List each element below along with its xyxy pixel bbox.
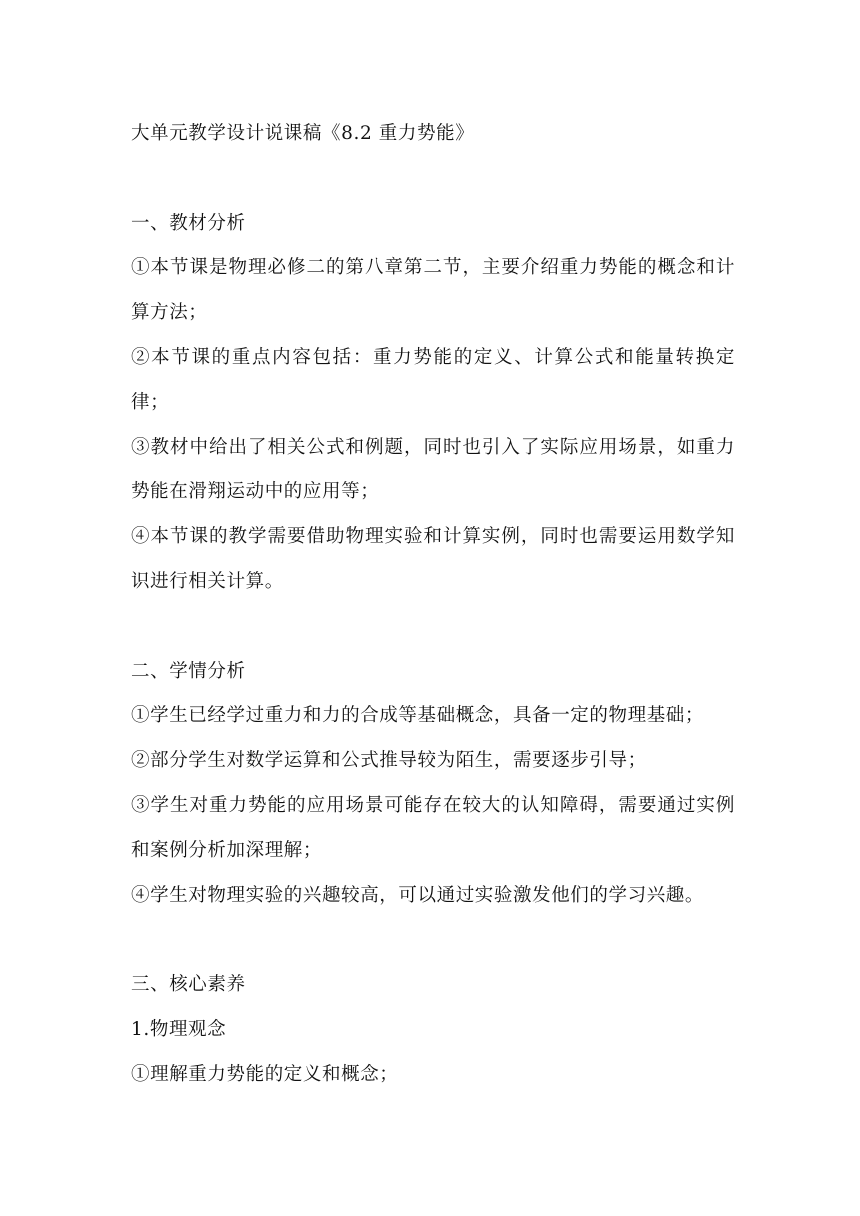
section-heading-student-analysis: 二、学情分析 [131,660,246,682]
list-item: ①学生已经学过重力和力的合成等基础概念，具备一定的物理基础； [131,705,705,727]
list-item: ③教材中给出了相关公式和例题，同时也引入了实际应用场景，如重力势能在滑翔运动中的应用等； [131,436,735,503]
list-item: ④学生对物理实验的兴趣较高，可以通过实验激发他们的学习兴趣。 [131,884,705,906]
list-item: ②本节课的重点内容包括：重力势能的定义、计算公式和能量转换定律； [131,346,735,413]
spacer [131,605,735,650]
section-heading-textbook-analysis: 一、教材分析 [131,212,246,234]
spacer [131,918,735,963]
list-item: ③学生对重力势能的应用场景可能存在较大的认知障碍，需要通过实例和案例分析加深理解； [131,794,735,861]
list-item: ①理解重力势能的定义和概念； [131,1063,399,1085]
list-item: ①本节课是物理必修二的第八章第二节，主要介绍重力势能的概念和计算方法； [131,257,735,324]
spacer [131,157,735,202]
list-item: ②部分学生对数学运算和公式推导较为陌生，需要逐步引导； [131,750,647,772]
document-title: 大单元教学设计说课稿《8.2 重力势能》 [131,123,475,144]
list-item: ④本节课的教学需要借助物理实验和计算实例，同时也需要运用数学知识进行相关计算。 [131,526,735,592]
document-body [131,112,735,1098]
section-heading-core-literacy: 三、核心素养 [131,974,246,996]
subsection-heading-physics-concept: 1.物理观念 [131,1018,227,1040]
